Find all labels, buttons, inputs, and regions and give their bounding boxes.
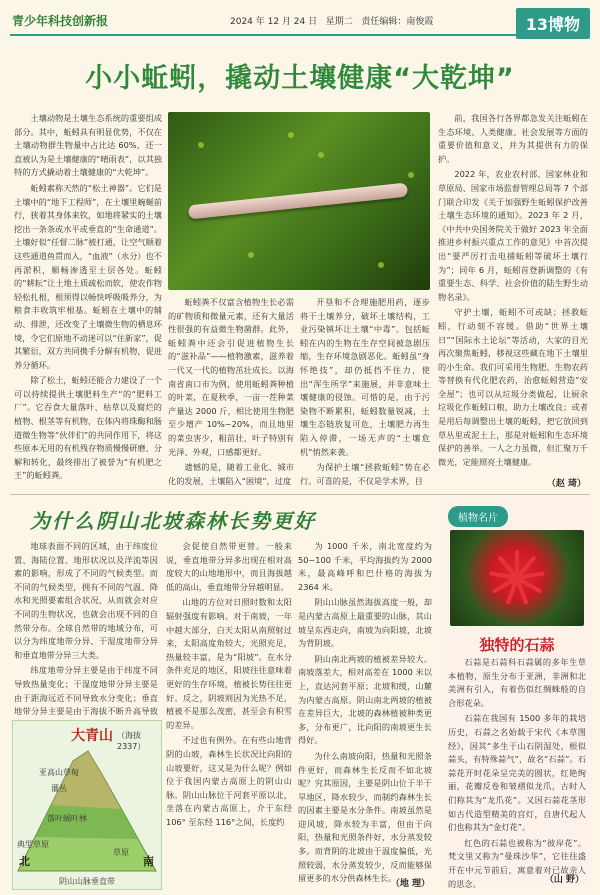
article1-author: （赵 琦） [546,479,586,489]
zone-label: 灌丛 [51,784,67,793]
article2-paragraph: 不过也有例外。在有些山地背阴的山坡，森林生长状况比向阳的山坡要好，这又是为什么呢？例如位于我国内蒙古高原上的阴山山脉。阴山山脉位于河套平原以北，坐落在内蒙古高原上，介于东经 106° 至东经 116°之间，长度约 [166,735,292,827]
section-badge: 13博物 [516,8,590,39]
plant-card-title: 独特的石蒜 [479,636,555,654]
article2-paragraph: 地球表面不同的区域，由于纬度位置、海陆位置、地形状况以及洋流等因素的影响，形成了不同的气候类型。而不同的气候类型，拥有不同的气温、降水和光照要素组合状况，从而就会对应不同的生物状况，也就会出现不同的自然带分布。全球自然带的地域分布，可以分为纬度地带分异、干湿度地带分异和垂直地带分异三大类。 [14,541,158,660]
plant-card-tag: 植物名片 [448,506,508,527]
article2-paragraph: 会促使自然带更替。一般来说，垂直地带分异多出现在相对高度较大的山地地形中，而且海拔越低的高山，垂直地带分异越明显。 [166,541,292,592]
plant-card-author: （山 野） [544,875,584,885]
article2-paragraph: 纬度地带分异主要是由于纬度不同导致热量变化；干湿度地带分异主要是由于距海远近不同导致水分变化；垂直地带分异主要是由于海拔不断升高导致 [14,665,158,717]
article1-paragraph: 蚯蚓粪不仅富含植物生长必需的矿物质和微量元素，还有大量活性很强的有益微生物菌群。此外，蚯蚓粪中还会引促进植物生长的“滋补品”——植物激素，滋养着一代又一代的植物茁壮成长。以海南省南口市为例，使用蚯蚓粪种植的叶菜，在夏秋季，一亩一茬种菜产量达 2000 斤，相比使用生物肥至少增产 10%~20%，而且地里的菜虫害少，粗苗壮，叶子特别有光泽、外观，口感都更好。 [168,297,294,457]
plant-paragraph: 石蒜在我国有 1500 多年的栽培历史，石蒜之名始载于宋代《本草图经》，因其“多生于山石阴湿处，根似蒜头，有特殊蒜气”，故名“石蒜”。石蒜花开时花朵呈完美的圆状，红艳绚丽，花瓣反卷和皱褶似龙爪，古时人们称其为“龙爪花”。又因石蒜花茎形如古代造型精美的宫灯，自唐代起人们也称其为“金灯花”。 [448,713,586,833]
red-spider-lily-photo [450,530,584,626]
top-rule [10,34,590,36]
zone-label: 落叶阔叶林 [47,814,87,823]
article1-headline: 小小蚯蚓，撬动土壤健康“大乾坤” [85,63,515,94]
article1-col3 [300,296,430,487]
diagram-altitude: （海拔2337） [117,731,146,751]
article2-headline: 为什么阴山北坡森林长势更好 [30,509,316,533]
zone-label: 草原 [113,848,129,857]
article2-author: （地 理） [390,879,430,889]
article1-col2 [168,296,294,487]
article1-col4 [438,112,588,474]
issue-info [230,14,433,27]
section-divider [10,494,590,495]
plant-paragraph: 红色的石蒜也被称为“彼岸花”。梵文里又称为“曼珠沙华”，它往往盛开在中元节前后，寓意着对已故亲人的思念。 [448,837,586,889]
diagram-caption: 阴山山脉垂直带 [59,877,115,886]
article2-paragraph: 阴山南北两坡的植被差异较大。南坡落差大，相对高差在 1000 米以上，直达河套平原；北坡和缓，山麓为内蒙古高原。阴山南北两坡的植被在差异巨大，北坡的森林植被种类更多，分布更广，比向阳的南坡更生长得好。 [298,653,432,746]
article1-paragraph: 为保护土壤“拯救蚯蚓”势在必行。可喜的是，不仅是学术界，目 [300,462,430,486]
article1-paragraph: 除了松土，蚯蚓还能合力建设了一个可以持续提供土壤肥料生产“的“肥料工厂”。它吞食大量落叶、枯草以及腐烂的植物、根茎等有机物，在体内将珠酶和肠道微生物等“伙伴们”的共同作用下，将这些原本无用的有机残存物质慢慢研磨、分解和转化，最终排出了被誉为“有机肥之王”的蚯蚓粪。 [14,375,162,481]
vertical-zonation-diagram [12,720,162,890]
diagram-title: 大青山 [71,728,113,744]
article1-paragraph: 遗憾的是，随着工业化、城市化的发展，土壤陷入“困境”，过度 [168,462,294,486]
article2-paragraph: 为什么南坡向阳，热量和光照条件更好，而森林生长反而不如北坡呢？究其原因，主要是阴山位于半干旱地区，降水较少，而制约森林生长的因素主要是水分条件。南坡虽然是迎风坡，降水较为丰富，但由于向阳，热量和光照条件好，水分蒸发较多。而背阴的北坡由于温度偏低，光照较弱，水分蒸发较少，反而能够保留更多的水分供森林生长。 [298,750,432,884]
article2-paragraph: 阴山山脉虽然海拔高度一般，却是内蒙古高原上最重要的山脉，其山坡呈东西走向，南坡为向阳坡，北坡为背阴坡。 [298,597,432,649]
article1-col1 [14,112,162,487]
article2-col1 [14,540,158,716]
article1-paragraph: 2022 年，农业农村部、国家林业和草原局、国家市场监督管理总局等 7 个部门联合印发《关于加强野生蚯蚓保护改善土壤生态环境的通知》。2023 年 2 月，《中共中央国务院关于做好 2023 年全面推进乡村振兴重点工作的意见》中首次提出“要严厉打击电捕蚯蚓等破坏土壤行为”；同年 6 月，蚯蚓首登新调整的《有重要生态、科学、社会价值的陆生野生动物名录》。 [438,169,588,302]
issue-weekday: 星期二 [325,17,353,27]
article1-paragraph: 蚯蚓素称天然的“松土神器”。它们是土壤中的“地下工程师”，在土壤里蜿蜒前行，狭着其身体来钦，如地将紧实的土壤挖出一条条或水平或垂直的“生命通道”。土壤好似“任督二脉”被打通，让空气顺着这些通道鱼贯而入，“血液”（水分）也不再淤积，顺畅渗透至土层各处。蚯蚓的“耕耘”让土地土质疏松而软，使农作物轻松扎根，根须得以畅快呼吸吸养分，为粮食丰收筑牢根基。蚯蚓在土壤中的辅动、排泄，还改变了土壤微生物的栖息环境，令它们原地不动迷可以“住新家”，促其繁衍，双方共同携手分解有机物，促进养分循环。 [14,182,162,370]
earthworm-photo [168,112,430,290]
north-label: 北 [19,855,30,868]
article1-paragraph: 土壤动物是土壤生态系统的重要组成部分。其中，蚯蚓具有明显优势，不仅在土壤动物群生物量中占比达 60%，还一直被认为是土壤健康的“晴雨表”，以其独特的方式撬动着土壤健康的“大乾坤”。 [14,113,162,178]
article1-paragraph: 开垦和不合理施肥用药，逐步将干土壤养分，破坏土壤结构，工业污染镇坏让土壤“中毒”。包括蚯蚓在内的生物在生存空间被急剧压缩，生存环境急剧恶化。蚯蚓虽“身怀绝技”，却仍抵挡不住力，使出“浑生所学”来施展，并非意味土壤健康的侵蚀。可惜的是，由于污染物不断累积，蚯蚓数量锐减，土壤生态链放复可危，土壤肥力再生陷入停滞，一场无声的“土壤危机”悄然来袭。 [300,297,430,457]
article2-paragraph: 山地的方位对日照时数和太阳辐射强度有影响。对于南坡，一年中越大部分，白天太阳从南照射过来，太阳高度角较大，光照充足，热量较丰富，是为“阳坡”。在水分条件充足的地区，阳坡往往意味着更好的生存环境，植被长势往往更好。反之，阴坡则因为光热不足，植被不是那么茂密，甚至会有积雪的差异。 [166,597,292,730]
plant-paragraph: 石蒜是石蒜科石蒜属的多年生草本植物，原生分布于亚洲，非洲和北美洲有引入，有着伤似红绸蛛般的自合形花朵。 [448,657,586,708]
earthworm-shape [188,183,408,220]
article1-paragraph: 守护土壤，蚯蚓不可或缺；拯救蚯蚓，行动刻不容缓。借助“世界土壤日”“国际永土论坛”等活动，大家的目光再次聚焦蚯蚓，移视这些藏在地下土壤里的小生命。我们可采用生物肥、生物农药等替换有代化肥农药，治愈蚯蚓营造“安全屋”；也可以从垃圾分类做起，让厨余垃圾化作蚯蚓口粮，助力土壤改良；或者是用后每调整出土壤的蚯蚓，把它放回到草丛里或泥土上，那是对蚯蚓和生态环境保护的善举。一人之力虽微，但汇聚万千微光，定能照亮土壤健康。 [438,307,588,467]
masthead-logo: 青少年科技创新报 [12,14,109,28]
article1-paragraph: 前，我国各行各界都急发关注蚯蚓在生态环境、人类健康、社会发展等方面的重要价值和意义，并为其提供有力的保护。 [438,113,588,164]
south-label: 南 [143,855,154,868]
article2-paragraph: 为 1000 千米，南北宽度约为 50~100 千米，平均海拔约为 2000米，最高峰呼和巴什格的海拔为 2364 米。 [298,541,432,592]
zone-label: 亚高山草甸 [39,768,79,777]
zone-label: 典型草原 [17,840,49,849]
article2-col2 [166,540,292,888]
issue-date: 2024 年 12 月 24 日 [230,17,318,27]
issue-editor: 责任编辑：南俊霞 [361,17,434,27]
